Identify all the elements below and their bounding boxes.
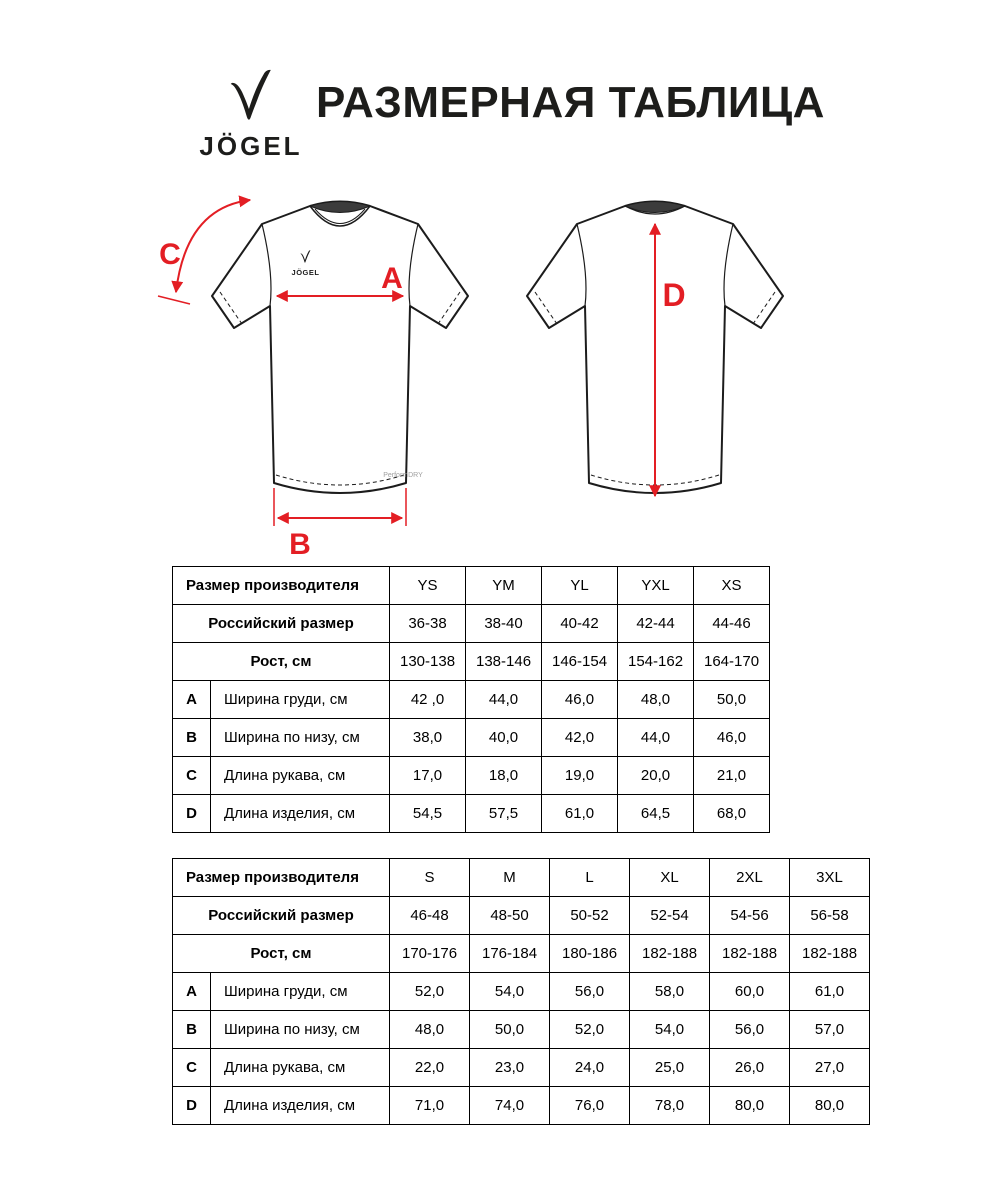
measurement-label-chest: A	[381, 262, 403, 295]
table-cell: 176-184	[470, 935, 550, 973]
row-letter-cell: C	[173, 1049, 211, 1087]
table-cell: 54,0	[470, 973, 550, 1011]
table-cell: 23,0	[470, 1049, 550, 1087]
size-header-cell: S	[390, 859, 470, 897]
row-letter-cell: C	[173, 757, 211, 795]
table-cell: 46,0	[694, 719, 770, 757]
table-cell: 26,0	[710, 1049, 790, 1087]
table-cell: 17,0	[390, 757, 466, 795]
table-cell: 48-50	[470, 897, 550, 935]
size-header-cell: XL	[630, 859, 710, 897]
table-cell: 60,0	[710, 973, 790, 1011]
shirt-tech-label: PerformDRY	[383, 472, 423, 479]
row-letter-cell: D	[173, 1087, 211, 1125]
measurement-label-length: D	[662, 277, 686, 313]
brand-logo-text: JÖGEL	[199, 131, 303, 161]
table-cell: 130-138	[390, 643, 466, 681]
table-cell: 80,0	[790, 1087, 870, 1125]
size-header-cell: YS	[390, 567, 466, 605]
table-cell: 44,0	[618, 719, 694, 757]
row-label-cell: Длина изделия, см	[211, 1087, 390, 1125]
size-header-cell: YL	[542, 567, 618, 605]
table-cell: 50,0	[470, 1011, 550, 1049]
table-cell: 20,0	[618, 757, 694, 795]
size-header-cell: XS	[694, 567, 770, 605]
table-cell: 58,0	[630, 973, 710, 1011]
table-row	[173, 1011, 870, 1049]
table-row	[173, 719, 770, 757]
table-row	[173, 859, 870, 897]
shirt-logo-text: JÖGEL	[291, 268, 320, 277]
table-cell: 78,0	[630, 1087, 710, 1125]
table-cell: 36-38	[390, 605, 466, 643]
table-cell: 74,0	[470, 1087, 550, 1125]
table-cell: 80,0	[710, 1087, 790, 1125]
jogel-bird-icon	[225, 68, 277, 124]
table-cell: 25,0	[630, 1049, 710, 1087]
shirt-measurement-diagram	[150, 178, 850, 563]
table-cell: 18,0	[466, 757, 542, 795]
row-letter-cell: A	[173, 973, 211, 1011]
table-cell: 42-44	[618, 605, 694, 643]
size-header-cell: YXL	[618, 567, 694, 605]
row-letter-cell: B	[173, 1011, 211, 1049]
table-cell: 164-170	[694, 643, 770, 681]
table-cell: 54,5	[390, 795, 466, 833]
table-cell: 52-54	[630, 897, 710, 935]
youth-size-table	[172, 566, 770, 833]
table-cell: 182-188	[630, 935, 710, 973]
table-cell: 182-188	[790, 935, 870, 973]
table-cell: 68,0	[694, 795, 770, 833]
measurement-label-sleeve: C	[159, 238, 181, 271]
table-cell: 170-176	[390, 935, 470, 973]
table-row	[173, 681, 770, 719]
table-cell: 48,0	[618, 681, 694, 719]
table-cell: 54-56	[710, 897, 790, 935]
table-cell: 52,0	[390, 973, 470, 1011]
size-header-cell: YM	[466, 567, 542, 605]
table-cell: 42,0	[542, 719, 618, 757]
table-cell: 182-188	[710, 935, 790, 973]
table-row	[173, 605, 770, 643]
table-row	[173, 897, 870, 935]
table-row	[173, 757, 770, 795]
table-cell: 146-154	[542, 643, 618, 681]
page-title: РАЗМЕРНАЯ ТАБЛИЦА	[316, 78, 825, 127]
row-label-cell: Длина изделия, см	[211, 795, 390, 833]
row-label-cell: Ширина груди, см	[211, 681, 390, 719]
adult-size-table	[172, 858, 870, 1125]
row-letter-cell: D	[173, 795, 211, 833]
table-row	[173, 567, 770, 605]
table-cell: 56,0	[710, 1011, 790, 1049]
row-label-cell: Ширина по низу, см	[211, 719, 390, 757]
measurement-label-bottom: B	[289, 528, 311, 561]
row-label-cell: Длина рукава, см	[211, 1049, 390, 1087]
table-row	[173, 643, 770, 681]
table-cell: 64,5	[618, 795, 694, 833]
table-cell: 22,0	[390, 1049, 470, 1087]
table-cell: 52,0	[550, 1011, 630, 1049]
row-label-cell: Российский размер	[173, 605, 390, 643]
row-label-cell: Ширина по низу, см	[211, 1011, 390, 1049]
brand-logo	[196, 68, 306, 162]
table-cell: 27,0	[790, 1049, 870, 1087]
row-letter-cell: B	[173, 719, 211, 757]
table-cell: 50-52	[550, 897, 630, 935]
table-row	[173, 1049, 870, 1087]
table-row	[173, 1087, 870, 1125]
table-cell: 38-40	[466, 605, 542, 643]
table-cell: 154-162	[618, 643, 694, 681]
table-header-cell: Размер производителя	[173, 859, 390, 897]
size-header-cell: 2XL	[710, 859, 790, 897]
table-cell: 44,0	[466, 681, 542, 719]
table-cell: 21,0	[694, 757, 770, 795]
table-cell: 42 ,0	[390, 681, 466, 719]
table-cell: 19,0	[542, 757, 618, 795]
row-label-cell: Российский размер	[173, 897, 390, 935]
row-label-cell: Рост, см	[173, 643, 390, 681]
row-label-cell: Ширина груди, см	[211, 973, 390, 1011]
table-row	[173, 973, 870, 1011]
row-label-cell: Рост, см	[173, 935, 390, 973]
size-header-cell: M	[470, 859, 550, 897]
table-cell: 54,0	[630, 1011, 710, 1049]
size-header-cell: 3XL	[790, 859, 870, 897]
table-row	[173, 795, 770, 833]
table-cell: 44-46	[694, 605, 770, 643]
table-cell: 71,0	[390, 1087, 470, 1125]
table-cell: 46-48	[390, 897, 470, 935]
table-cell: 61,0	[790, 973, 870, 1011]
table-cell: 180-186	[550, 935, 630, 973]
table-cell: 57,0	[790, 1011, 870, 1049]
shirt-front	[212, 202, 468, 494]
size-header-cell: L	[550, 859, 630, 897]
table-cell: 38,0	[390, 719, 466, 757]
table-cell: 46,0	[542, 681, 618, 719]
table-cell: 56-58	[790, 897, 870, 935]
row-label-cell: Длина рукава, см	[211, 757, 390, 795]
table-cell: 24,0	[550, 1049, 630, 1087]
table-header-cell: Размер производителя	[173, 567, 390, 605]
table-cell: 76,0	[550, 1087, 630, 1125]
table-cell: 40-42	[542, 605, 618, 643]
table-cell: 61,0	[542, 795, 618, 833]
table-cell: 48,0	[390, 1011, 470, 1049]
table-cell: 40,0	[466, 719, 542, 757]
table-cell: 56,0	[550, 973, 630, 1011]
table-cell: 57,5	[466, 795, 542, 833]
row-letter-cell: A	[173, 681, 211, 719]
table-cell: 138-146	[466, 643, 542, 681]
table-cell: 50,0	[694, 681, 770, 719]
table-row	[173, 935, 870, 973]
